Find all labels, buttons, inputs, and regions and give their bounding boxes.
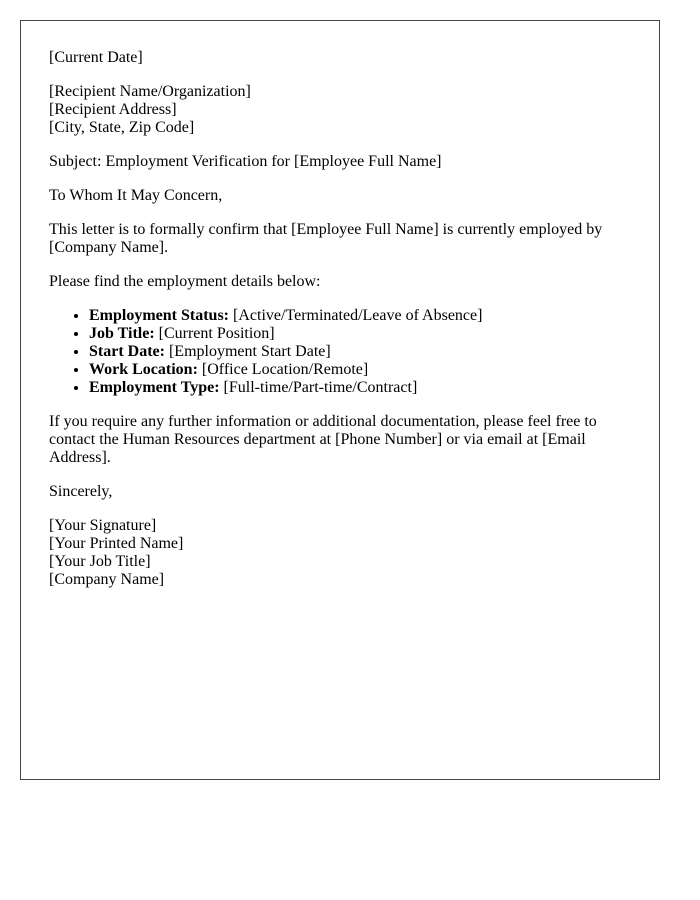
letter-date: [Current Date] bbox=[49, 49, 143, 66]
recipient-city-state-zip: [City, State, Zip Code] bbox=[49, 119, 195, 136]
recipient-block bbox=[49, 83, 631, 137]
detail-work-location bbox=[89, 361, 631, 379]
details-intro: Please find the employment details below: bbox=[49, 273, 321, 290]
printed-name: [Your Printed Name] bbox=[49, 535, 184, 552]
closing-paragraph: If you require any further information or additional documentation, please feel free to contact the Human Resources department at [Phone Number] or via email at [Email Address]. bbox=[49, 413, 597, 466]
detail-label: Employment Type: bbox=[89, 379, 220, 396]
detail-value: [Office Location/Remote] bbox=[197, 361, 369, 378]
signature-block bbox=[49, 517, 631, 589]
recipient-address: [Recipient Address] bbox=[49, 101, 177, 118]
detail-value: [Current Position] bbox=[154, 325, 275, 342]
detail-value: [Employment Start Date] bbox=[164, 343, 331, 360]
signer-job-title: [Your Job Title] bbox=[49, 553, 151, 570]
detail-label: Work Location: bbox=[89, 361, 198, 378]
detail-label: Job Title: bbox=[89, 325, 155, 342]
letter-intro: This letter is to formally confirm that [Employee Full Name] is currently employed by [Company Name]. bbox=[49, 221, 603, 256]
detail-start-date bbox=[89, 343, 631, 361]
detail-employment-type bbox=[89, 379, 631, 397]
detail-label: Start Date: bbox=[89, 343, 165, 360]
detail-label: Employment Status: bbox=[89, 307, 230, 324]
letter-salutation: To Whom It May Concern, bbox=[49, 187, 223, 204]
detail-value: [Full-time/Part-time/Contract] bbox=[219, 379, 418, 396]
detail-employment-status bbox=[89, 307, 631, 325]
detail-value: [Active/Terminated/Leave of Absence] bbox=[229, 307, 483, 324]
signer-company: [Company Name] bbox=[49, 571, 165, 588]
sign-off: Sincerely, bbox=[49, 483, 113, 500]
detail-job-title bbox=[89, 325, 631, 343]
signature-line: [Your Signature] bbox=[49, 517, 157, 534]
letter-subject: Subject: Employment Verification for [Employee Full Name] bbox=[49, 153, 442, 170]
employment-details-list bbox=[49, 307, 631, 397]
recipient-name: [Recipient Name/Organization] bbox=[49, 83, 251, 100]
letter-page bbox=[20, 20, 660, 780]
